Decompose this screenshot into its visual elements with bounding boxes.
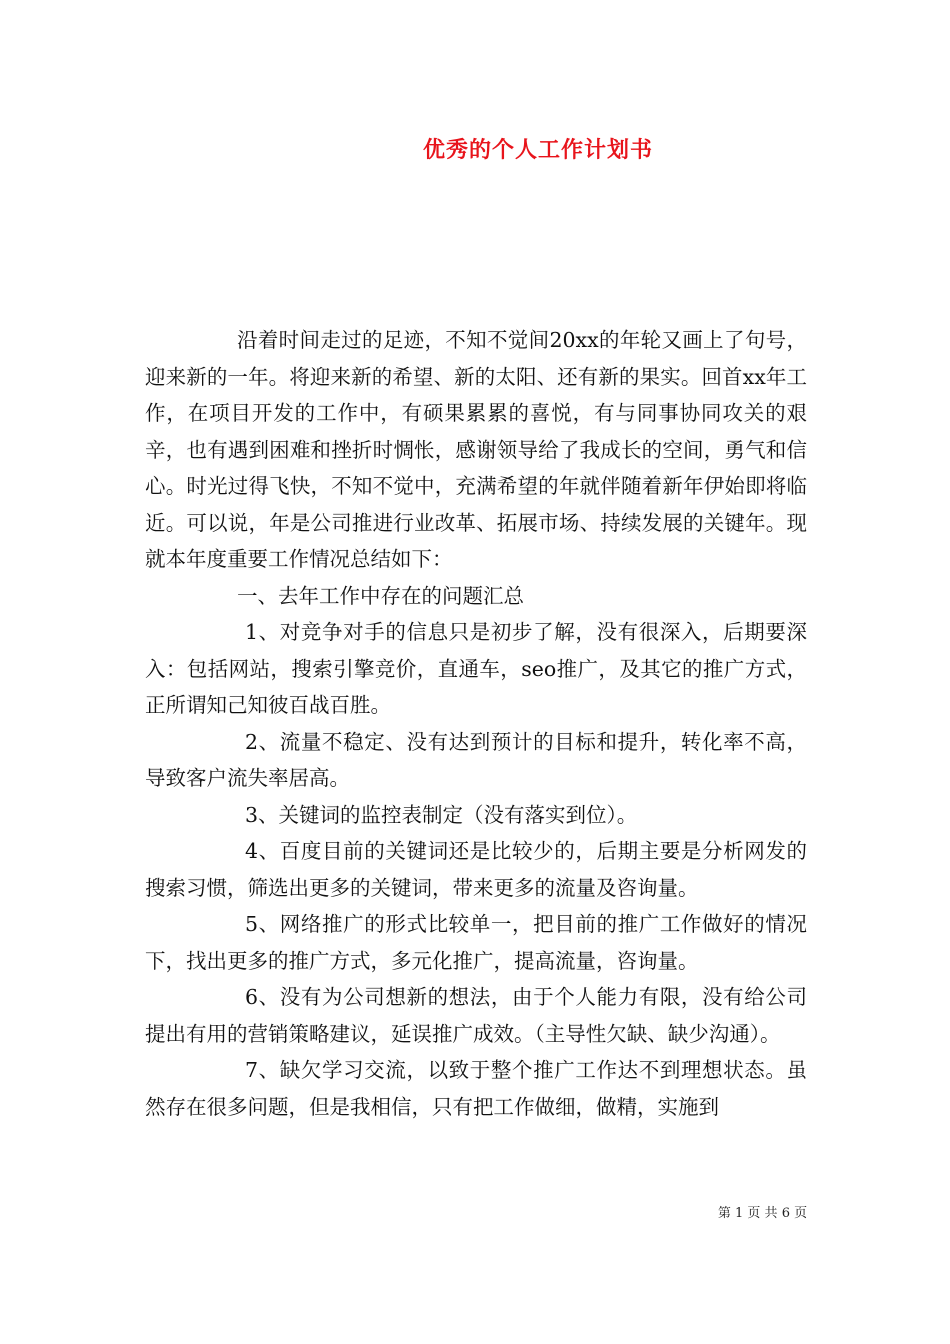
- section-heading: 一、去年工作中存在的问题汇总: [237, 583, 524, 608]
- document-body: [145, 322, 807, 1125]
- intro-paragraph: 沿着时间走过的足迹，不知不觉间20xx的年轮又画上了句号，迎来新的一年。将迎来新的希望、新的太阳、还有新的果实。回首xx年工作，在项目开发的工作中，有硕果累累的喜悦，有与同事协同攻关的艰辛，也有遇到困难和挫折时惆怅，感谢领导给了我成长的空间，勇气和信心。时光过得飞快，不知不觉中，充满希望的年就伴随着新年伊始即将临近。可以说，年是公司推进行业改革、拓展市场、持续发展的关键年。现就本年度重要工作情况总结如下：: [145, 328, 807, 571]
- list-item: 1、对竞争对手的信息只是初步了解，没有很深入，后期要深入：包括网站，搜索引擎竞价，直通车，seo推广，及其它的推广方式，正所谓知己知彼百战百胜。: [145, 620, 807, 717]
- page-number-footer: 第 1 页 共 6 页: [717, 1206, 808, 1221]
- list-item: 6、没有为公司想新的想法，由于个人能力有限，没有给公司提出有用的营销策略建议，延误推广成效。（主导性欠缺、缺少沟通）。: [145, 985, 807, 1046]
- document-title: 优秀的个人工作计划书: [422, 138, 653, 163]
- list-item: 2、流量不稳定、没有达到预计的目标和提升，转化率不高，导致客户流失率居高。: [145, 729, 807, 790]
- list-item: 7、缺欠学习交流，以致于整个推广工作达不到理想状态。虽然存在很多问题，但是我相信，只有把工作做细，做精，实施到: [145, 1058, 807, 1119]
- list-item: 4、百度目前的关键词还是比较少的，后期主要是分析网发的搜索习惯，筛选出更多的关键词，带来更多的流量及咨询量。: [145, 839, 807, 900]
- list-item: 5、网络推广的形式比较单一，把目前的推广工作做好的情况下，找出更多的推广方式，多元化推广，提高流量，咨询量。: [145, 912, 807, 973]
- list-item: 3、关键词的监控表制定（没有落实到位）。: [245, 802, 638, 827]
